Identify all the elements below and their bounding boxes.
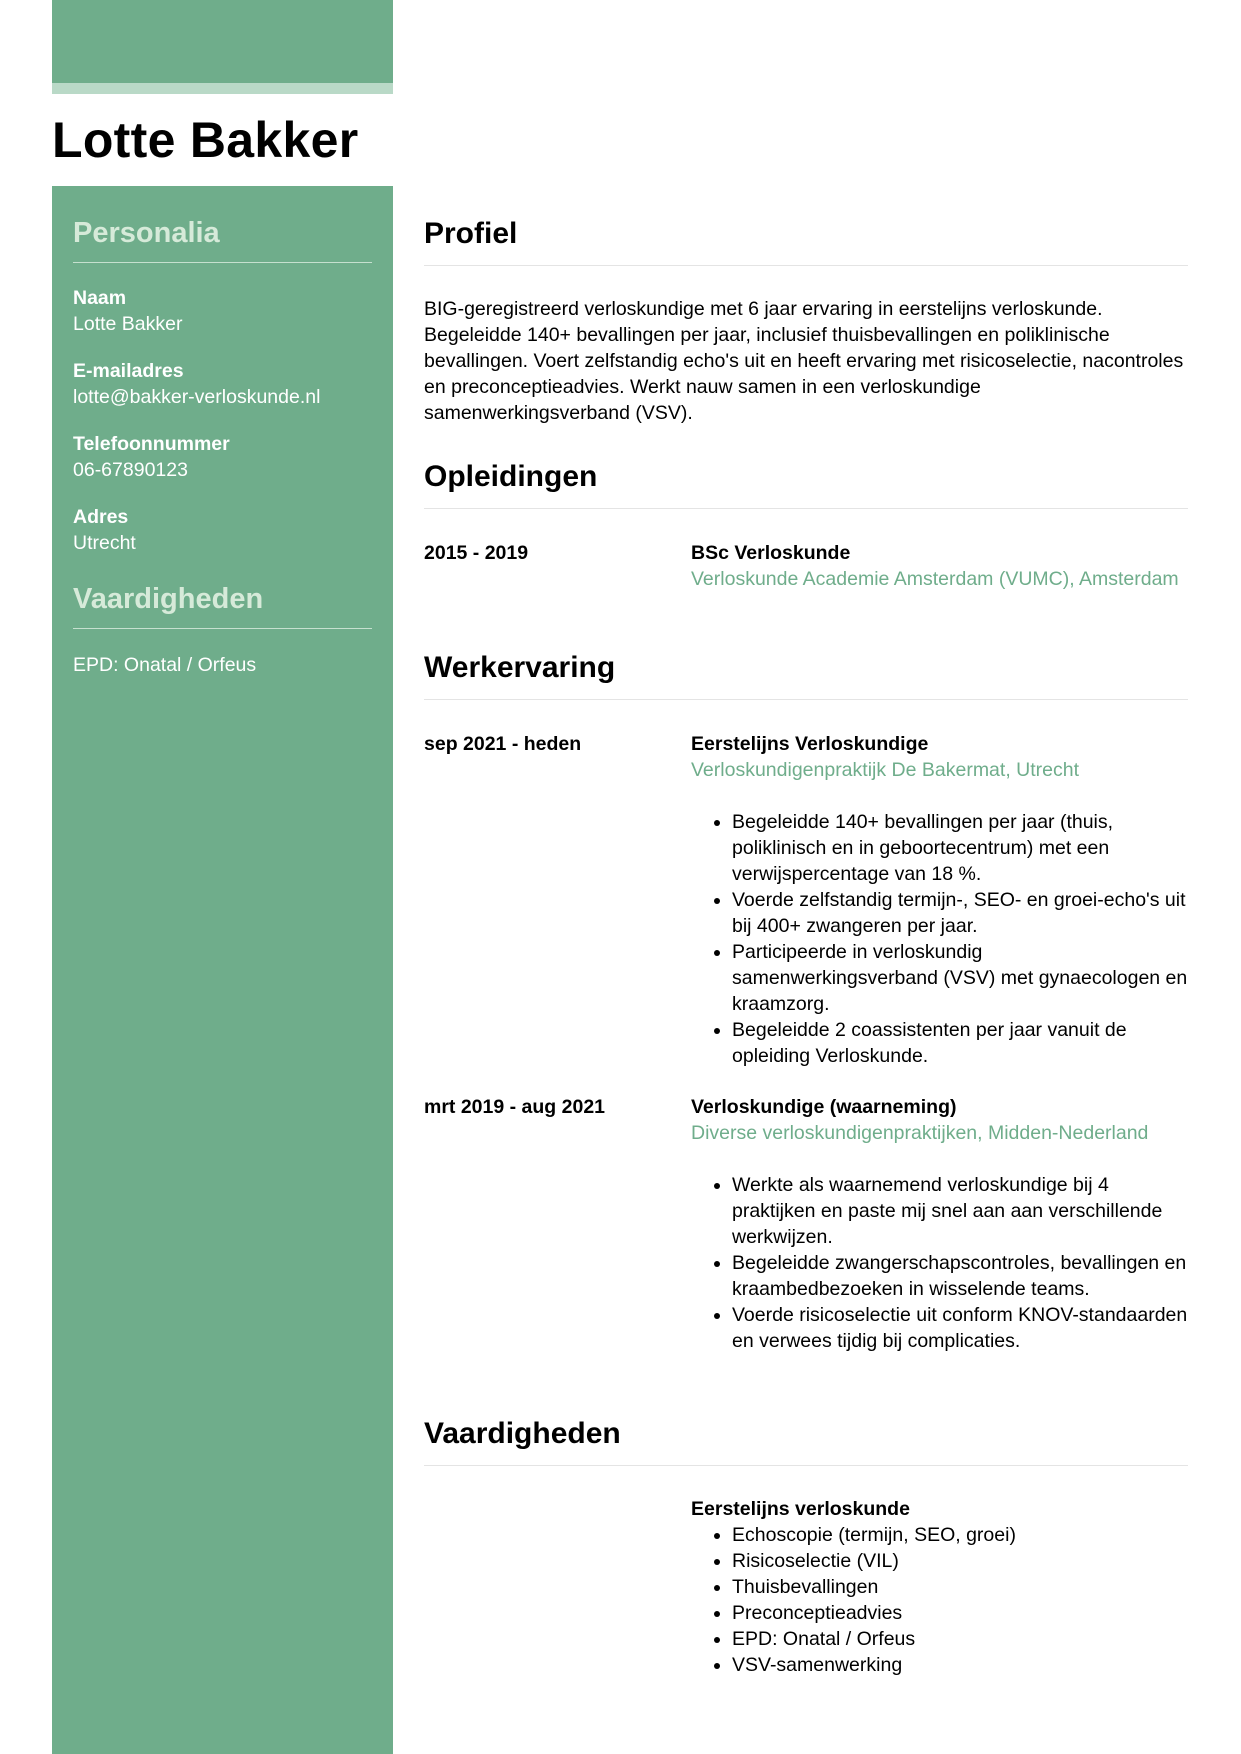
sidebar-skill: EPD: Onatal / Orfeus <box>73 654 257 676</box>
personal-details <box>73 285 372 556</box>
entry-date: 2015 - 2019 <box>424 542 529 564</box>
sidebar-heading-skills: Vaardigheden <box>73 582 372 629</box>
detail-name <box>73 285 372 337</box>
entry-bullets <box>691 1172 1188 1354</box>
detail-address <box>73 504 372 556</box>
entry-title: Verloskundige (waarneming) <box>691 1096 957 1118</box>
detail-label: Naam <box>73 287 127 309</box>
list-item: • EPD: Onatal / Orfeus <box>732 1626 1188 1652</box>
entry-title: Eerstelijns Verloskundige <box>691 733 929 755</box>
skills-list <box>691 1522 1188 1678</box>
section-heading-skills: Vaardigheden <box>424 1415 1188 1466</box>
section-heading-profile: Profiel <box>424 215 1188 266</box>
entry-organization: Verloskunde Academie Amsterdam (VUMC), Amsterdam <box>691 568 1179 590</box>
list-item: • Voerde zelfstandig termijn-, SEO- en groei-echo's uit bij 400+ zwangeren per jaar. <box>732 887 1188 939</box>
list-item: • Thuisbevallingen <box>732 1574 1188 1600</box>
entry-title: BSc Verloskunde <box>691 542 851 564</box>
detail-value: Utrecht <box>73 532 136 554</box>
list-item: • Werkte als waarnemend verloskundige bij 4 praktijken en paste mij snel aan aan verschillende werkwijzen. <box>732 1172 1188 1250</box>
list-item: • Begeleidde zwangerschapscontroles, bevallingen en kraambedbezoeken in wisselende teams. <box>732 1250 1188 1302</box>
list-item: • Risicoselectie (VIL) <box>732 1548 1188 1574</box>
sidebar-heading-personalia: Personalia <box>73 216 372 263</box>
detail-phone <box>73 431 372 483</box>
list-item: • Echoscopie (termijn, SEO, groei) <box>732 1522 1188 1548</box>
detail-label: Telefoonnummer <box>73 433 230 455</box>
candidate-name: Lotte Bakker <box>52 112 359 168</box>
entry-bullets <box>691 809 1188 1069</box>
section-heading-education: Opleidingen <box>424 458 1188 509</box>
sidebar-header-block <box>52 0 393 83</box>
list-item: • Voerde risicoselectie uit conform KNOV-standaarden en verwees tijdig bij complicaties. <box>732 1302 1188 1354</box>
detail-value: lotte@bakker-verloskunde.nl <box>73 386 321 408</box>
list-item: • Begeleidde 140+ bevallingen per jaar (thuis, poliklinisch en in geboortecentrum) met een verwijspercentage van 18 %. <box>732 809 1188 887</box>
entry-organization: Diverse verloskundigenpraktijken, Midden-Nederland <box>691 1122 1149 1144</box>
list-item: • VSV-samenwerking <box>732 1652 1188 1678</box>
detail-label: E-mailadres <box>73 360 184 382</box>
entry-date: mrt 2019 - aug 2021 <box>424 1096 606 1118</box>
skills-group-title: Eerstelijns verloskunde <box>691 1498 910 1520</box>
list-item: • Preconceptieadvies <box>732 1600 1188 1626</box>
entry-organization: Verloskundigenpraktijk De Bakermat, Utrecht <box>691 759 1080 781</box>
profile-text: BIG-geregistreerd verloskundige met 6 jaar ervaring in eerstelijns verloskunde. Begeleidde 140+ bevallingen per jaar, inclusief thuisbevallingen en poliklinische bevallingen. Voert zelfstandig echo's uit en heeft ervaring met risicoselectie, nacontroles en preconceptieadvies. Werkt nauw samen in een verloskundige samenwerkingsverband (VSV). <box>424 298 1184 424</box>
sidebar-header-stripe <box>52 83 393 94</box>
detail-value: Lotte Bakker <box>73 313 183 335</box>
list-item: • Begeleidde 2 coassistenten per jaar vanuit de opleiding Verloskunde. <box>732 1017 1188 1069</box>
detail-value: 06-67890123 <box>73 459 188 481</box>
sidebar <box>52 186 393 1754</box>
detail-email <box>73 358 372 410</box>
list-item: • Participeerde in verloskundig samenwerkingsverband (VSV) met gynaecologen en kraamzorg. <box>732 939 1188 1017</box>
section-heading-experience: Werkervaring <box>424 649 1188 700</box>
detail-label: Adres <box>73 506 129 528</box>
entry-date: sep 2021 - heden <box>424 733 582 755</box>
